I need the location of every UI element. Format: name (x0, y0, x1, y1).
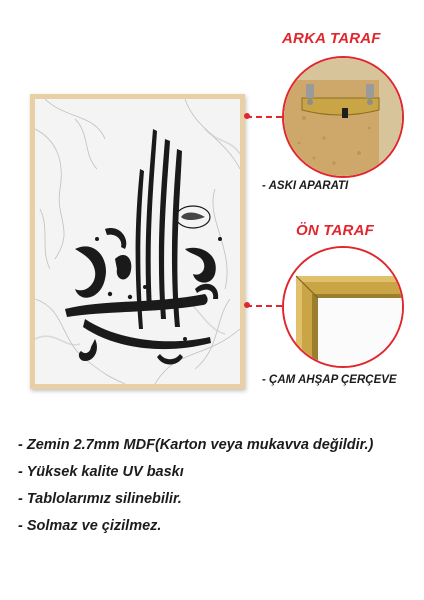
connector-line-back (246, 116, 282, 118)
hanger-photo (284, 58, 402, 176)
connector-dot-back (244, 113, 250, 119)
feature-item-material: - Zemin 2.7mm MDF(Karton veya mukavva değildir.) (18, 437, 374, 453)
feature-item-uv-print: - Yüksek kalite UV baskı (18, 464, 184, 480)
back-side-title: ARKA TARAF (282, 30, 381, 47)
frame-corner-image (282, 246, 404, 368)
calligraphy-artwork (35, 99, 240, 384)
frame-corner-photo (284, 248, 402, 366)
hanger-caption: - ASKI APARATI (262, 180, 349, 192)
marble-canvas (35, 99, 240, 384)
hanger-detail-image (282, 56, 404, 178)
feature-item-washable: - Tablolarımız silinebilir. (18, 491, 182, 507)
calligraphy-strokes (65, 129, 222, 365)
feature-list (18, 432, 416, 540)
connector-line-front (246, 305, 282, 307)
product-frame (30, 94, 245, 389)
feature-item-durable: - Solmaz ve çizilmez. (18, 518, 162, 534)
connector-dot-front (244, 302, 250, 308)
frame-caption: - ÇAM AHŞAP ÇERÇEVE (262, 374, 397, 386)
front-side-title: ÖN TARAF (296, 222, 374, 239)
